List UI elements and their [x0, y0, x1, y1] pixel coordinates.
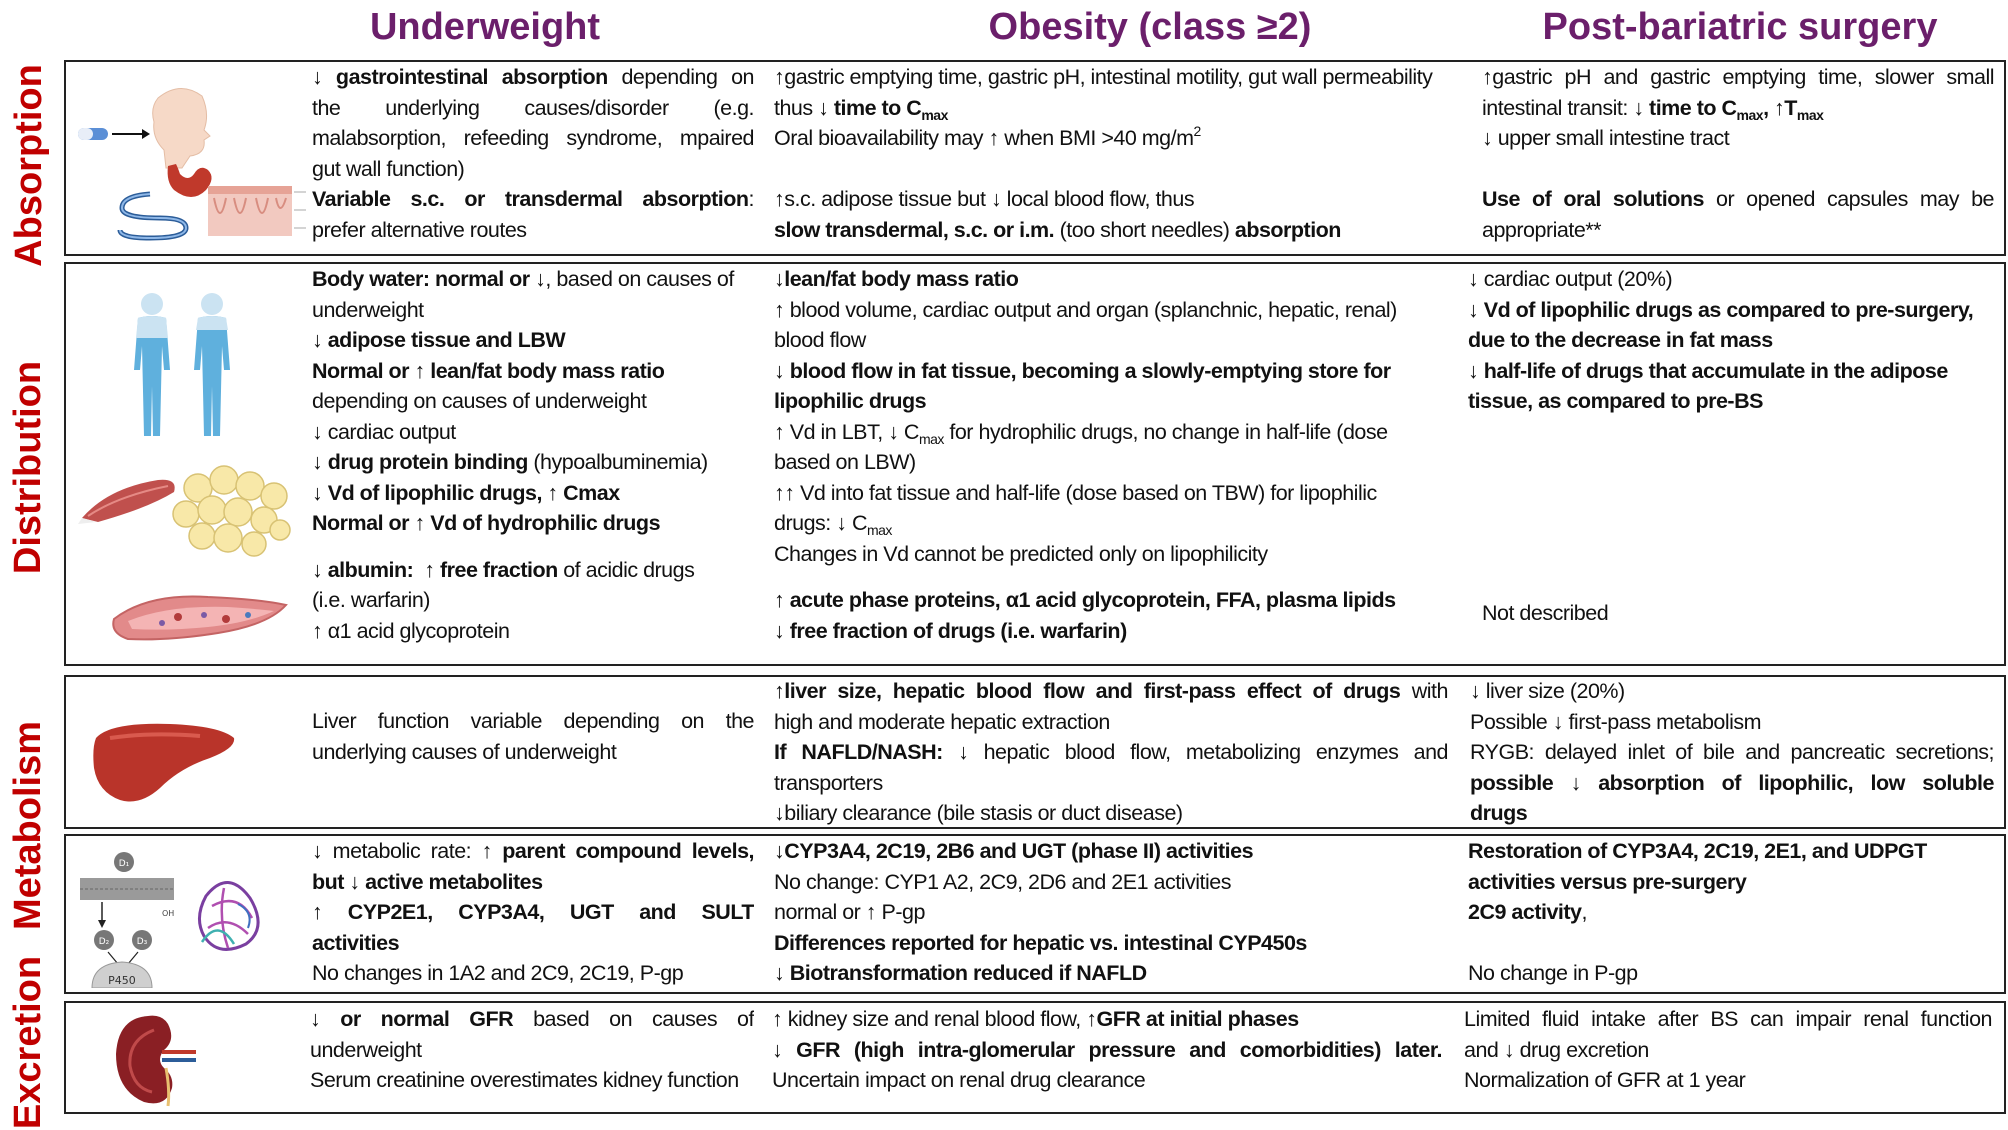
- drug-molecule-icon: [132, 930, 152, 950]
- arrow-icon: [112, 129, 150, 139]
- body-silhouette-icon: [134, 293, 170, 436]
- enzyme-illustration: [78, 848, 298, 988]
- body-water-illustration: [122, 290, 252, 440]
- absorption-obesity-cell: ↑gastric emptying time, gastric pH, intestinal motility, gut wall permeability thus ↓ time to $C_{max}$ Oral bioavailability may ↑ when BMI >40 $mg/m^2$ ↑s.c. adipose tissue but ↓ local blood flow, thus slow transdermal, s.c. or i.m. (too short needles) absorption: [774, 65, 1433, 242]
- section-label-metabolism: Metabolism: [7, 720, 50, 930]
- drug1-label: D₁: [118, 859, 130, 869]
- membrane-icon: [80, 878, 174, 900]
- absorption-post-bariatric-cell: ↑gastric pH and gastric emptying time, slower small intestinal transit: ↓ time to $C_{max}$, $↑T_{max}$ ↓ upper small intestine tract Use of oral solutions or opened capsules may be appropriate**: [1482, 65, 1994, 242]
- blood-vessel-illustration: [108, 585, 293, 645]
- fat-cells-icon: [173, 466, 290, 556]
- head-icon: [153, 88, 210, 168]
- excretion-underweight-cell: ↓ or normal GFR based on causes of underweight Serum creatinine overestimates kidney function: [310, 1007, 754, 1092]
- absorption-underweight-cell: ↓ gastrointestinal absorption depending on the underlying causes/disorder (e.g. malabsorption, refeeding syndrome, mpaired gut wall function) Variable s.c. or transdermal absorption: prefer alternative routes: [312, 65, 754, 242]
- intestine-icon: [120, 194, 186, 238]
- pill-icon: [78, 128, 108, 140]
- liver-illustration: [90, 718, 240, 808]
- protein-structure-icon: [199, 882, 258, 949]
- excretion-post-bariatric-cell: Limited fluid intake after BS can impair renal function and ↓ drug excretion Normalization of GFR at 1 year: [1464, 1007, 1992, 1092]
- metabolism-enzymes-post-bariatric-cell: Restoration of CYP3A4, 2C19, 2E1, and UDPGT activities versus pre-surgery 2C9 activity, No change in P-gp: [1468, 839, 1927, 985]
- distribution-obesity-cell: ↓lean/fat body mass ratio ↑ blood volume, cardiac output and organ (splanchnic, hepatic, renal) blood flow ↓ blood flow in fat tissue, becoming a slowly-emptying store for lipophilic drugs ↑ Vd in LBT, ↓ $C_{max}$ for hydrophilic drugs, no change in half-life (dose based on LBW) ↑↑ Vd into fat tissue and half-life (dose based on TBW) for lipophilic drugs: ↓ $C_{max}$ Changes in Vd cannot be predicted only on lipophilicity ↑ acute phase proteins, α1 acid glycoprotein, FFA, plasma lipids ↓ free fraction of drugs (i.e. warfarin): [774, 267, 1397, 643]
- body-silhouette-icon: [194, 293, 230, 436]
- section-label-distribution: Distribution: [7, 360, 50, 574]
- distribution-post-bariatric-not-described: Not described: [1482, 601, 1609, 625]
- drug3-label: D₃: [136, 937, 148, 947]
- liver-icon: [93, 724, 234, 802]
- muscle-fat-illustration: [78, 458, 298, 558]
- p450-icon: [92, 962, 152, 988]
- header-obesity: Obesity (class ≥2): [988, 6, 1312, 48]
- metabolism-liver-underweight-cell: Liver function variable depending on the underlying causes of underweight: [312, 709, 754, 764]
- stomach-icon: [168, 164, 212, 197]
- distribution-post-bariatric-cell: ↓ cardiac output (20%) ↓ Vd of lipophilic drugs as compared to pre-surgery, due to the decrease in fat mass ↓ half-life of drugs that accumulate in the adipose tissue, as compared to pre-BS: [1468, 267, 1974, 413]
- metabolism-enzymes-underweight-cell: ↓ metabolic rate: ↑ parent compound levels, but ↓ active metabolites ↑ CYP2E1, CYP3A4, UGT and SULT activities No changes in 1A2 and 2C9, 2C19, P-gp: [312, 839, 754, 985]
- section-label-excretion: Excretion: [7, 955, 50, 1130]
- metabolism-liver-post-bariatric-cell: ↓ liver size (20%) Possible ↓ first-pass metabolism RYGB: delayed inlet of bile and pancreatic secretions; possible ↓ absorption of lipophilic, low soluble drugs: [1470, 679, 1994, 825]
- header-underweight: Underweight: [369, 6, 601, 48]
- skin-layer-icon: [208, 186, 306, 236]
- drug-molecule-icon: [114, 852, 134, 872]
- drug2-label: D₂: [98, 937, 110, 947]
- metabolism-liver-obesity-cell: ↑liver size, hepatic blood flow and first-pass effect of drugs with high and moderate hepatic extraction If NAFLD/NASH: ↓ hepatic blood flow, metabolizing enzymes and transporters ↓biliary clearance (bile stasis or duct disease): [774, 679, 1448, 825]
- metabolism-enzymes-obesity-cell: ↓CYP3A4, 2C19, 2B6 and UGT (phase II) activities No change: CYP1 A2, 2C9, 2D6 and 2E1 activities normal or ↑ P-gp Differences reported for hepatic vs. intestinal CYP450s ↓ Biotransformation reduced if NAFLD: [774, 839, 1307, 985]
- drug-molecule-icon: [94, 930, 114, 950]
- header-post-bariatric: Post-bariatric surgery: [1542, 6, 1938, 48]
- kidney-icon: [116, 1016, 196, 1106]
- muscle-icon: [78, 480, 175, 524]
- kidney-illustration: [108, 1010, 208, 1110]
- p450-label: P450: [108, 974, 136, 987]
- distribution-underweight-cell: Body water: normal or ↓, based on causes of underweight ↓ adipose tissue and LBW Normal or ↑ lean/fat body mass ratio depending on causes of underweight ↓ cardiac output ↓ drug protein binding (hypoalbuminemia) ↓ Vd of lipophilic drugs, ↑ Cmax Normal or ↑ Vd of hydrophilic drugs ↓ albumin: ↑ free fraction of acidic drugs (i.e. warfarin) ↑ α1 acid glycoprotein: [312, 267, 734, 643]
- oh-label: OH: [162, 909, 175, 918]
- excretion-obesity-cell: ↑ kidney size and renal blood flow, ↑GFR at initial phases ↓ GFR (high intra-glomerular pressure and comorbidities) later. Uncertain impact on renal drug clearance: [772, 1007, 1442, 1092]
- absorption-illustration: [70, 78, 310, 248]
- section-label-absorption: Absorption: [7, 63, 50, 267]
